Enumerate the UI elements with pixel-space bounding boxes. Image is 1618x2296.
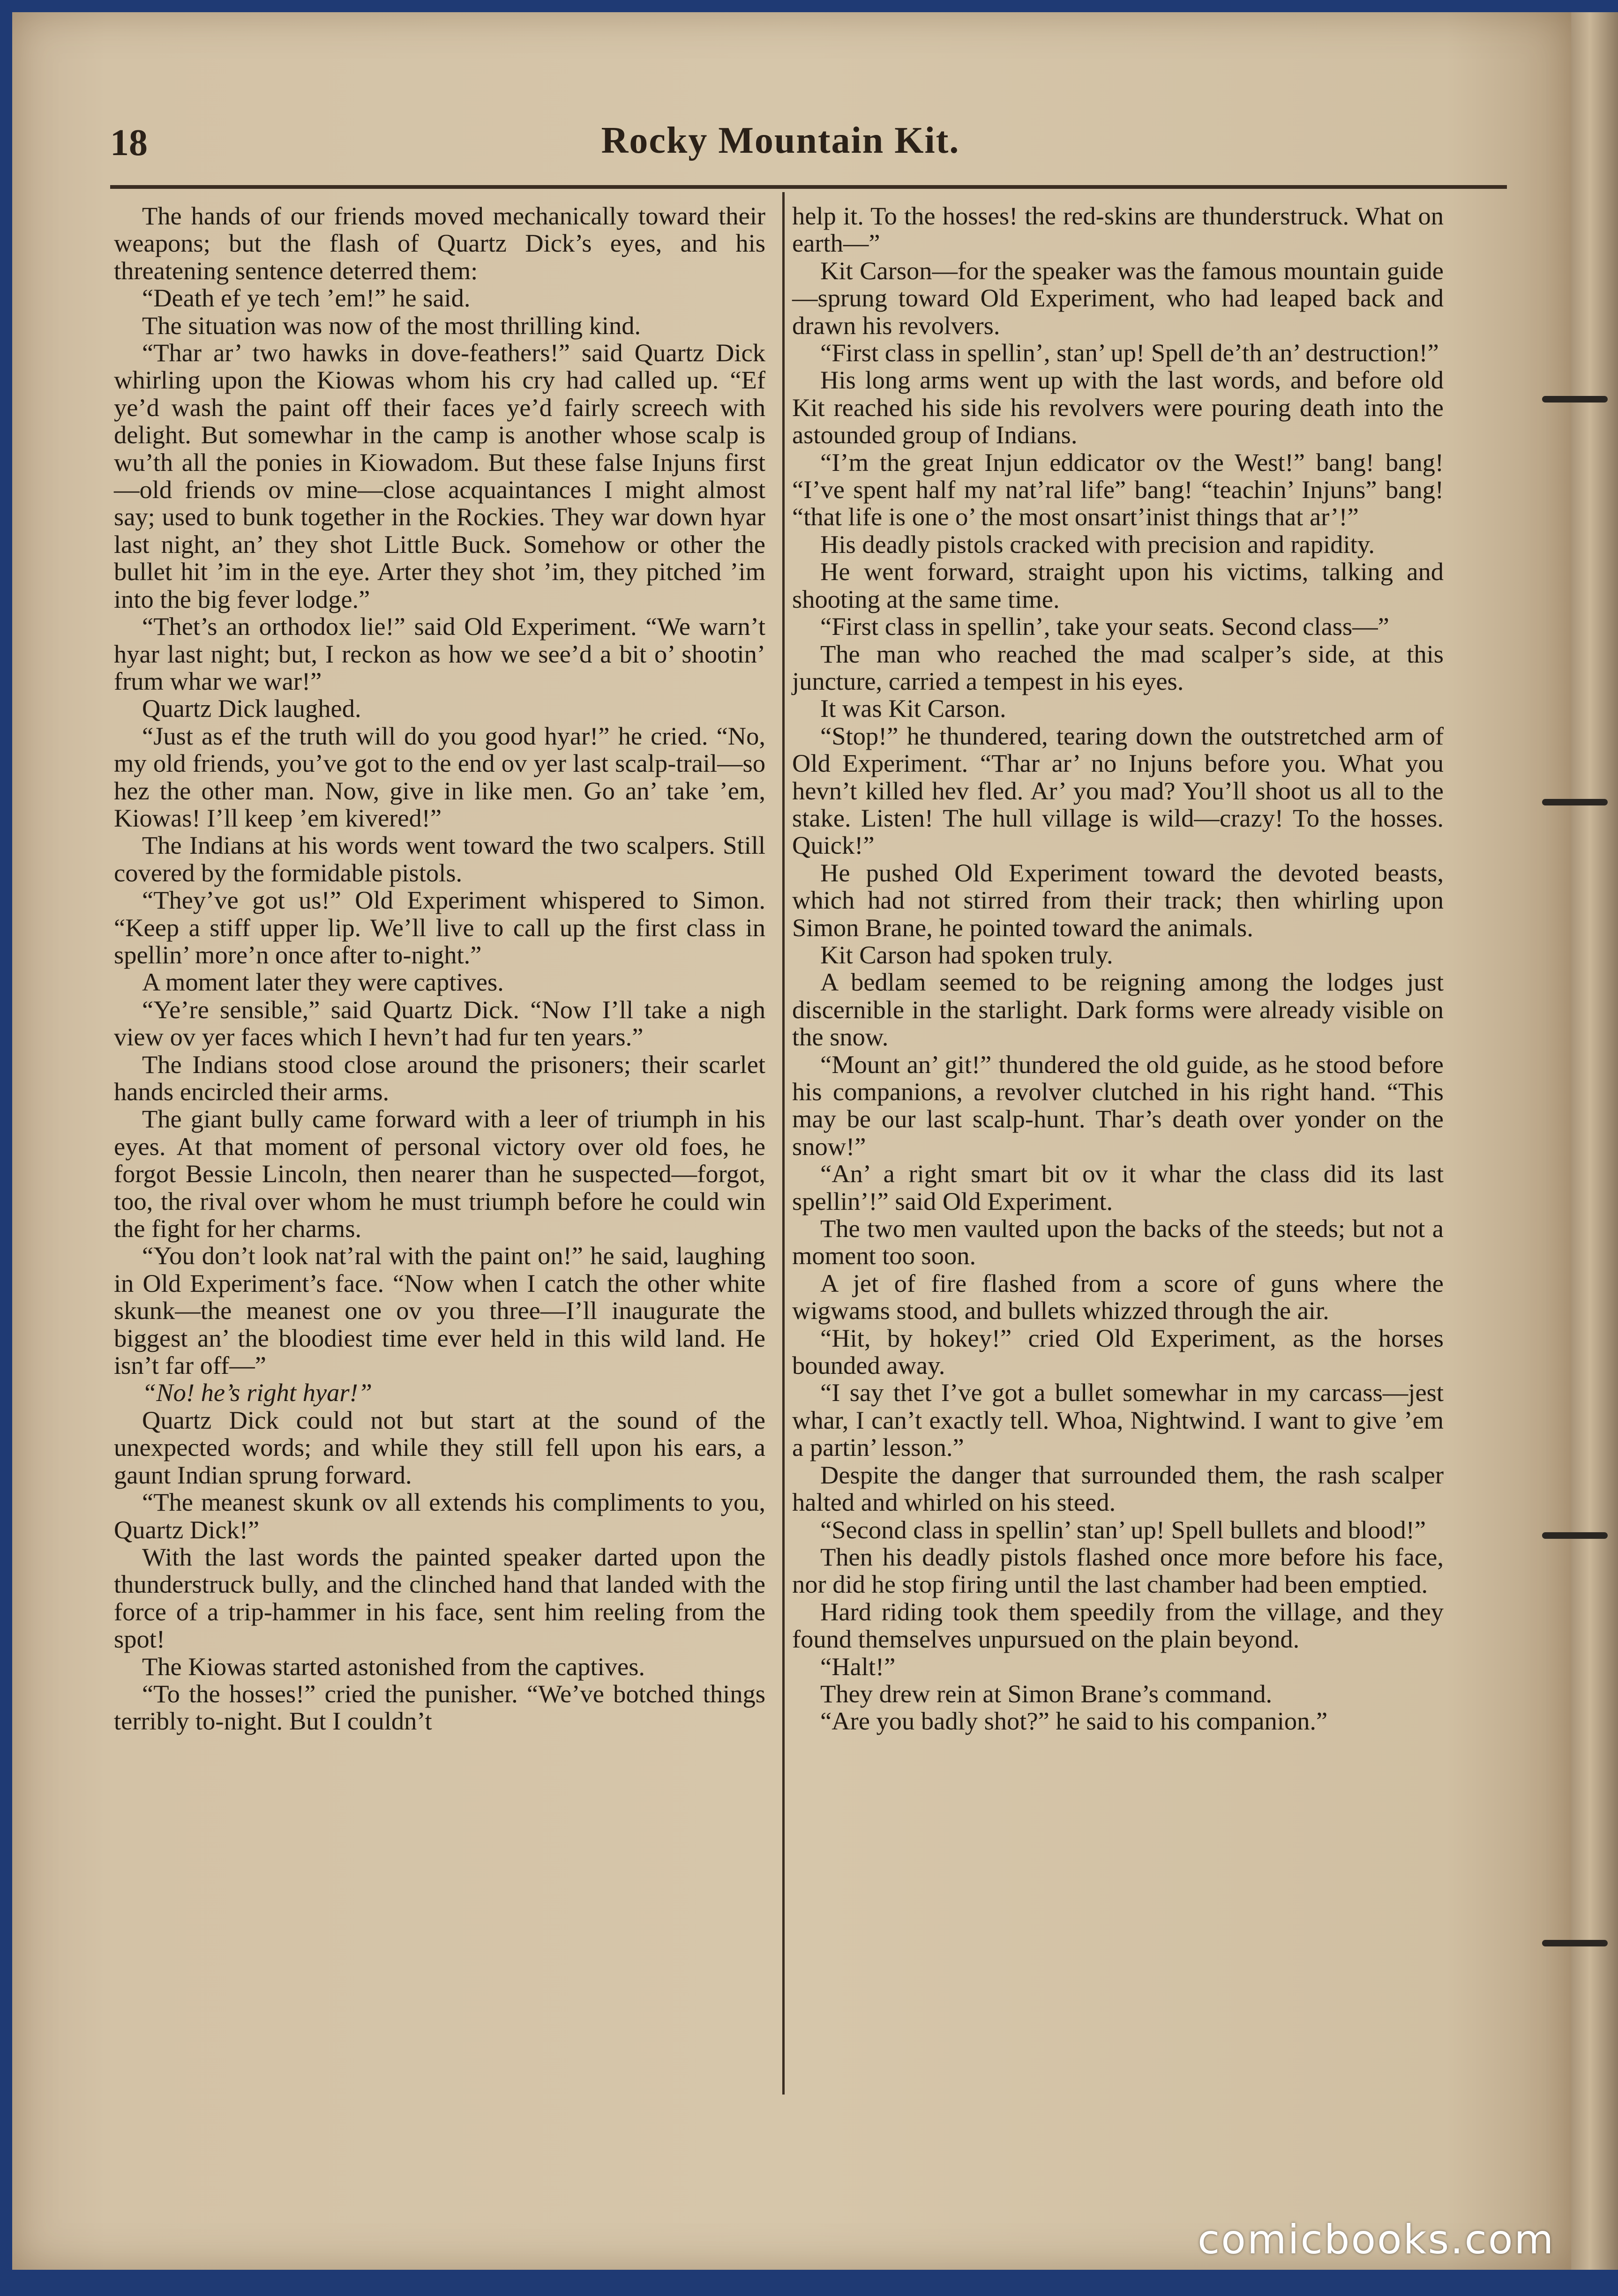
paragraph: His deadly pistols cracked with precision and rapidity. xyxy=(820,529,1375,559)
text-column-right xyxy=(792,202,1444,1735)
paragraph: “Death ef ye tech ’em!” he said. xyxy=(142,283,471,313)
paragraph: “Stop!” he thundered, tearing down the outstretched arm of Old Experiment. “Thar ar’ no Injuns before you. What you hevn’t killed hev fled. Ar’ you mad? You’ll shoot us all to the stake. Listen! The hull village is wild—crazy! To the hosses. Quick!” xyxy=(792,721,1444,860)
paragraph: He pushed Old Experiment toward the devoted beasts, which had not stirred from their track; then whirling upon Simon Brane, he pointed toward the animals. xyxy=(792,858,1444,942)
paragraph: “An’ a right smart bit ov it whar the class did its last spellin’!” said Old Experiment. xyxy=(792,1159,1444,1215)
paragraph: Kit Carson—for the speaker was the famous mountain guide—sprung toward Old Experiment, who had leaped back and drawn his revolvers. xyxy=(792,256,1444,340)
paragraph: Quartz Dick could not but start at the sound of the unexpected words; and while they still fell upon his ears, a gaunt Indian sprung forward. xyxy=(114,1405,765,1489)
paragraph: They drew rein at Simon Brane’s command. xyxy=(820,1679,1273,1708)
paragraph: “I say thet I’ve got a bullet somewhar in my carcass—jest whar, I can’t exactly tell. Whoa, Nightwind. I want to give ’em a partin’ lesson.” xyxy=(792,1378,1444,1462)
paragraph: Quartz Dick laughed. xyxy=(142,694,361,723)
paragraph: Then his deadly pistols flashed once more before his face, nor did he stop firing until the last chamber had been emptied. xyxy=(792,1542,1444,1599)
paragraph: “Are you badly shot?” he said to his companion.” xyxy=(820,1707,1328,1736)
binding-stitch xyxy=(1542,799,1608,805)
paragraph-italic: “No! he’s right hyar!” xyxy=(142,1378,373,1407)
paragraph: A bedlam seemed to be reigning among the lodges just discernible in the starlight. Dark forms were already visible on the snow. xyxy=(792,968,1444,1051)
paragraph: Kit Carson had spoken truly. xyxy=(820,940,1113,969)
binding-stitch xyxy=(1542,1532,1608,1539)
paragraph: “First class in spellin’, stan’ up! Spell de’th an’ destruction!” xyxy=(820,338,1439,367)
paragraph: “Ye’re sensible,” said Quartz Dick. “Now I’ll take a nigh view ov yer faces which I hevn’t had fur ten years.” xyxy=(114,995,765,1051)
paragraph: “Thet’s an orthodox lie!” said Old Experiment. “We warn’t hyar last night; but, I reckon as how we see’d a bit o’ shootin’ frum whar we war!” xyxy=(114,612,765,695)
paragraph: “They’ve got us!” Old Experiment whispered to Simon. “Keep a stiff upper lip. We’ll live to call up the first class in spellin’ more’n once after to-night.” xyxy=(114,886,765,969)
header-rule xyxy=(110,185,1507,189)
paragraph: A moment later they were captives. xyxy=(142,968,504,997)
paragraph: “Thar ar’ two hawks in dove-feathers!” said Quartz Dick whirling upon the Kiowas whom his cry had called up. “Ef ye’d wash the paint off their faces ye’d fairly screech with delight. But somewhar in the camp is another whose scalp is wu’th all the ponies in Kiowadom. But these false Injuns first—old friends ov mine—close acquaintances I might almost say; used to bunk together in the Rockies. They war down hyar last night, an’ they shot Little Buck. Somehow or other the bullet hit ’im in the eye. Arter they shot ’im, they pitched ’im into the big fever lodge.” xyxy=(114,338,765,613)
paragraph: “First class in spellin’, take your seats. Second class—” xyxy=(820,612,1389,641)
paragraph: “Mount an’ git!” thundered the old guide, as he stood before his companions, a revolver clutched in his right hand. “This may be our last scalp-hunt. Thar’s death over yonder on the snow!” xyxy=(792,1050,1444,1161)
paragraph: “You don’t look nat’ral with the paint on!” he said, laughing in Old Experiment’s face. “Now when I catch the other white skunk—the meanest one ov you three—I’ll inaugurate the biggest an’ the bloodiest time ever held in this wild land. He isn’t far off—” xyxy=(114,1241,765,1380)
binding-stitch xyxy=(1542,1940,1608,1946)
paragraph: Despite the danger that surrounded them, the rash scalper halted and whirled on his steed. xyxy=(792,1460,1444,1517)
paragraph-continuation: help it. To the hosses! the red-skins are thunderstruck. What on earth—” xyxy=(792,201,1444,258)
paragraph: It was Kit Carson. xyxy=(820,694,1006,723)
paragraph: “The meanest skunk ov all extends his compliments to you, Quartz Dick!” xyxy=(114,1488,765,1544)
paragraph: “Halt!” xyxy=(820,1652,896,1681)
paragraph: The man who reached the mad scalper’s side, at this juncture, carried a tempest in his eyes. xyxy=(792,639,1444,695)
site-watermark: comicbooks.com xyxy=(1198,2216,1555,2263)
paragraph: The Indians at his words went toward the two scalpers. Still covered by the formidable pistols. xyxy=(114,831,765,887)
paragraph: A jet of fire flashed from a score of guns where the wigwams stood, and bullets whizzed through the air. xyxy=(792,1268,1444,1325)
running-title: Rocky Mountain Kit. xyxy=(601,120,960,161)
paragraph: The situation was now of the most thrilling kind. xyxy=(142,311,641,340)
paragraph: The Kiowas started astonished from the captives. xyxy=(142,1652,645,1681)
paragraph: “Just as ef the truth will do you good hyar!” he cried. “No, my old friends, you’ve got to the end ov yer last scalp-trail—so hez the other man. Now, give in like men. Go an’ take ’em, Kiowas! I’ll keep ’em kivered!” xyxy=(114,721,765,832)
paragraph: “To the hosses!” cried the punisher. “We’ve botched things terribly to-night. But I couldn’t xyxy=(114,1679,765,1736)
paragraph: “Hit, by hokey!” cried Old Experiment, as the horses bounded away. xyxy=(792,1323,1444,1380)
paragraph: The Indians stood close around the prisoners; their scarlet hands encircled their arms. xyxy=(114,1050,765,1106)
text-column-left xyxy=(114,202,765,1735)
paragraph: With the last words the painted speaker darted upon the thunderstruck bully, and the clinched hand that landed with the force of a trip-hammer in his face, sent him reeling from the spot! xyxy=(114,1542,765,1654)
paragraph: He went forward, straight upon his victims, talking and shooting at the same time. xyxy=(792,557,1444,613)
paragraph: His long arms went up with the last words, and before old Kit reached his side his revolvers were pouring death into the astounded group of Indians. xyxy=(792,365,1444,449)
paragraph: “I’m the great Injun eddicator ov the West!” bang! bang! “I’ve spent half my nat’ral life” bang! “teachin’ Injuns” bang! “that life is one o’ the most onsart’inist things that ar’!” xyxy=(792,447,1444,531)
column-divider xyxy=(782,192,785,2095)
paragraph: The giant bully came forward with a leer of triumph in his eyes. At that moment of personal victory over old foes, he forgot Bessie Lincoln, then nearer than he suspected—forgot, too, the rival over whom he must triumph before he could win the fight for her charms. xyxy=(114,1104,765,1243)
paragraph: The hands of our friends moved mechanically toward their weapons; but the flash of Quartz Dick’s eyes, and his threatening sentence deterred them: xyxy=(114,201,765,285)
paragraph: The two men vaulted upon the backs of the steeds; but not a moment too soon. xyxy=(792,1214,1444,1270)
paragraph: “Second class in spellin’ stan’ up! Spell bullets and blood!” xyxy=(820,1515,1426,1544)
paragraph: Hard riding took them speedily from the village, and they found themselves unpursued on the plain beyond. xyxy=(792,1597,1444,1654)
page-number: 18 xyxy=(110,122,148,164)
binding-stitch xyxy=(1542,396,1608,403)
book-spine xyxy=(1571,12,1618,2270)
